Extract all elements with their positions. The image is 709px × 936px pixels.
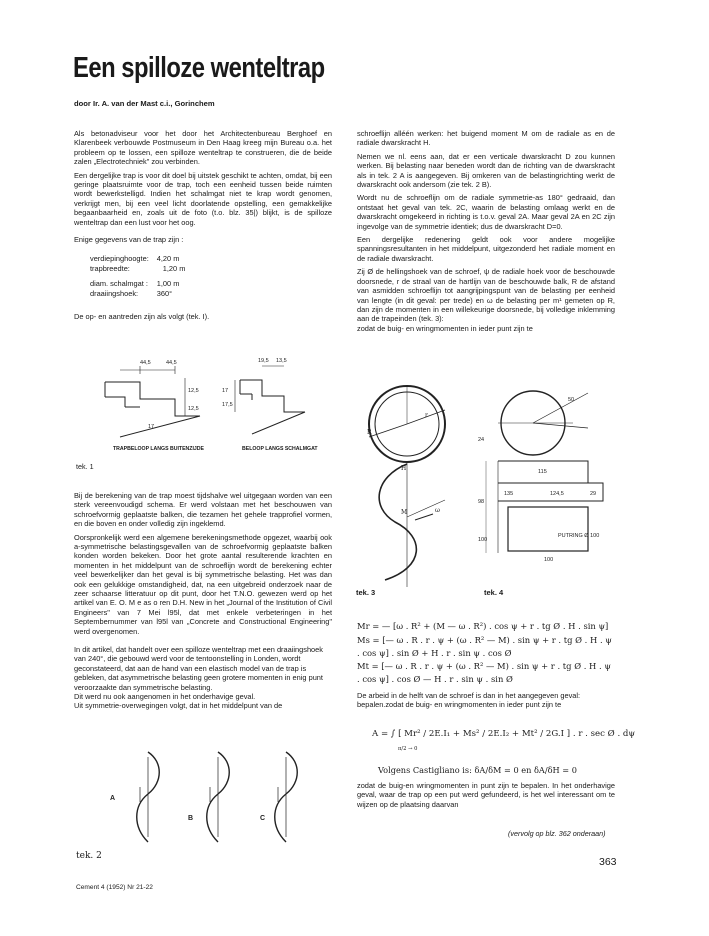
author-byline: door Ir. A. van der Mast c.i., Gorinchem (74, 99, 215, 108)
scheme-label-b: B (188, 815, 194, 822)
article-title: Een spilloze wenteltrap (73, 52, 325, 84)
paragraph: zodat de buig-en wringmomenten in punt zijn te bepalen. In het onderhavige geval, waar de trap op een put werd gefundeerd, is het wel interessant om te wijzen op de plaatsing daarvan (357, 781, 615, 809)
figure-2-helix-schemes (108, 742, 308, 852)
paragraph: Uit symmetrie-overwegingen volgt, dat in het middelpunt van de (74, 701, 283, 711)
spec-row: diam. schalmgat : 1,00 m (90, 279, 180, 289)
dimension-label: 13,5 (276, 358, 287, 364)
continuation-note: (vervolg op blz. 362 onderaan) (508, 829, 606, 838)
dimension-label: 17,5 (222, 402, 233, 408)
svg-text:R: R (367, 429, 372, 436)
dimension-label: 29 (590, 491, 597, 497)
figure-1-step-profiles (100, 352, 320, 457)
svg-text:ω: ω (435, 507, 440, 514)
figure-1-caption-right: BELOOP LANGS SCHALMGAT (242, 446, 318, 452)
paragraph: Bij de berekening van de trap moest tijdshalve wel uitgegaan worden van een sterk vereenvoudigd schema. Er werd volstaan met het beschouwen van schroefvormig geplaatste balken, die tezamen het gehele trapprofiel vormen, en die boven en onder volledig zijn ingeklemd. (74, 491, 332, 529)
spec-row: trapbreedte: 1,20 m (90, 263, 186, 273)
right-column-middle (357, 691, 615, 714)
integral-limits: π/2 → 0 (398, 746, 418, 752)
formula-mt: Mt = [— ω . R . r . ψ + (ω . R² — M) . sin ψ + r . tg Ø . H . ψ . cos ψ] . cos Ø — H . r . sin ψ . sin Ø (357, 661, 611, 684)
dimension-label: 17 (148, 424, 155, 430)
formula-ms: Ms = [— ω . R . r . ψ + (ω . R² — M) . sin ψ + r . tg Ø . H . ψ . cos ψ] . sin Ø + H . r . sin ψ . cos Ø (357, 635, 612, 658)
paragraph: Wordt nu de schroeflijn om de radiale symmetrie-as 180° gedraaid, dan ontstaat het geval van tek. 2C, waarin de belasting omlaag werkt en de dwarskracht omgekeerd in richting is t.o.v. geval 2A. Maar geval 2A en 2C zijn ingevolge van de symmetrie identiek; dus de dwarskracht D=0. (357, 193, 615, 231)
dimension-label: 98 (478, 499, 485, 505)
formula-work: A = ∫ [ Mr² / 2E.I₁ + Ms² / 2E.I₂ + Mt² / 2G.I ] . r . sec Ø . dψ (372, 729, 636, 739)
spec-table (90, 254, 193, 298)
svg-text:H: H (401, 465, 407, 472)
paragraph: Dit werd nu ook aangenomen in het onderhavige geval. (74, 692, 256, 702)
paragraph: Zij Ø de hellingshoek van de schroef, ψ de radiale hoek voor de beschouwde doorsnede, r de straal van de hartlijn van de beschouwde balk, R de afstand van asmidden schroeflijn tot aangrijpingspunt van de belasting per eenheid van lengte (in dit geval: per trede) en ω de belasting per m¹ gemeten op R, dan zijn de momenten in een willekeurige doorsnede, bij volledige inklemming aan de trapeinden (tek. 3): (357, 267, 615, 324)
paragraph: Nemen we nl. eens aan, dat er een verticale dwarskracht D zou kunnen werken. Bij belasting naar beneden wordt dan de richting van de dwarskracht als in tek. 2 A is aangegeven. Bij omkeren van de belastingrichting werkt de dwarskracht ook andersom (zie tek. 2 B). (357, 151, 615, 190)
paragraph: Als betonadviseur voor het door het Architectenbureau Berghoef en Klarenbeek verbouwde Postmuseum in Den Haag kreeg mijn Bureau o.a. het probleem op te lossen, een spilloze wenteltrap te construeren, die de beide zalen „Electrotechniek" zou verbinden. (74, 129, 332, 167)
dimension-label: 50 (568, 397, 575, 403)
paragraph: In dit artikel, dat handelt over een spilloze wenteltrap met een draaiingshoek van 240°, die gebouwd werd voor de tentoonstelling in Londen, wordt geconstateerd, dat aan de hand van een elastisch model van de trap is gebleken, dat asymmetrische belasting geen grotere momenten in enig punt veroorzaakte dan symmetrische belasting. (74, 645, 323, 692)
scheme-label-c: C (260, 815, 266, 822)
svg-text:r: r (425, 412, 428, 419)
dimension-label: 44,5 (166, 360, 177, 366)
figure-1-caption-left: TRAPBELOOP LANGS BUITENZIJDE (113, 446, 204, 452)
scheme-label-a: A (110, 795, 116, 802)
dimension-label: 124,5 (550, 491, 564, 497)
figure-1-label: tek. 1 (76, 462, 94, 471)
figure-3-label: tek. 3 (356, 588, 376, 597)
dimension-label: 44,5 (140, 360, 151, 366)
paragraph: Enige gegevens van de trap zijn : (74, 235, 184, 245)
dimension-label: 100 (544, 557, 554, 563)
paragraph: Een dergelijke trap is voor dit doel bij uitstek geschikt te achten, omdat, bij een geringe plaatsruimte voor de trap, toch een eenheid tussen beide ruimten wordt bewerkstelligd. Indien het schalmgat niet te krap wordt genomen, verkrijgt men, bij een veel licht doorlatende opstelling, een gemakkelijke begaanbaarheid en, zoals uit de foto (t.o. blz. 35|) blijkt, is de spilloze wenteltrap dan een lust voor het oog. (74, 170, 332, 227)
paragraph: De arbeid in de helft van de schroef is dan in het aangegeven geval: (357, 691, 581, 700)
dimension-label: 135 (504, 491, 514, 497)
spec-row: verdiepinghoogte: 4,20 m (90, 254, 180, 264)
dimension-label: 100 (478, 537, 488, 543)
figure-2-label: tek. 2 (76, 851, 102, 861)
right-column-bottom (357, 781, 615, 813)
left-column-bottom (74, 645, 332, 715)
dimension-label: 24 (478, 437, 485, 443)
figure-4-section (478, 383, 618, 583)
left-column-middle (74, 491, 332, 640)
figure-note: PUTRING Ø 100 (558, 533, 600, 539)
right-column-top (357, 129, 615, 337)
page-number: 363 (599, 856, 617, 868)
spec-row: draaiingshoek: 360° (90, 288, 173, 298)
castigliano-condition: Volgens Castigliano is: δA/δM = 0 en δA/δH = 0 (378, 765, 577, 775)
svg-text:M: M (401, 509, 408, 516)
dimension-label: 12,5 (188, 406, 199, 412)
figure-3-helix-diagram (355, 382, 475, 592)
paragraph: bepalen.zodat de buig- en wringmomenten in ieder punt zijn te (357, 700, 562, 710)
paragraph: De op- en aantreden zijn als volgt (tek. I). (74, 312, 210, 322)
dimension-label: 115 (538, 469, 547, 475)
dimension-label: 17 (222, 388, 229, 394)
formula-mr: Mr = — [ω . R² + (M — ω . R²) . cos ψ + r . tg Ø . H . sin ψ] (357, 621, 609, 631)
paragraph: schroeflijn alléén werken: het buigend moment M om de radiale as en de radiale dwarskracht H. (357, 129, 615, 148)
left-column-top (74, 129, 332, 326)
paragraph: Oorspronkelijk werd een algemene berekeningsmethode opgezet, waarbij ook a-symmetrische belastingsgevallen van de schroefvormig geplaatste balken konden worden bekeken. Door het grote aantal resulterende krachten en momenten in het middelpunt van de schroeflijn wordt de berekening echter veel bewerkelijker dan het geval is bij symmetrische belasting. Het was dan ook een gelukkige omstandigheid, dat, na een uitgebreid onderzoek naar de zeer schaarse litteratuur op dit punt, door het T.N.O. gewezen werd op het artikel van E. O. M e as o ren D.H. New in het „Journal of the Institution of Civil Engineers" van 7 Mei l95l, dat met enkele verbeteringen in het Septembernummer van l95l van „Concrete and Constructional Engineering" werd overgenomen. (74, 532, 332, 636)
paragraph: Een dergelijke redenering geldt ook voor andere mogelijke spanningsresultanten in het middelpunt, uitgezonderd het radiale moment en de radiale dwarskracht. (357, 235, 615, 263)
paragraph: zodat de buig- en wringmomenten in ieder punt zijn te (357, 323, 533, 333)
dimension-label: 19,5 (258, 358, 269, 364)
journal-reference: Cement 4 (1952) Nr 21-22 (76, 884, 153, 891)
dimension-label: 12,5 (188, 388, 199, 394)
figure-4-label: tek. 4 (484, 588, 504, 597)
